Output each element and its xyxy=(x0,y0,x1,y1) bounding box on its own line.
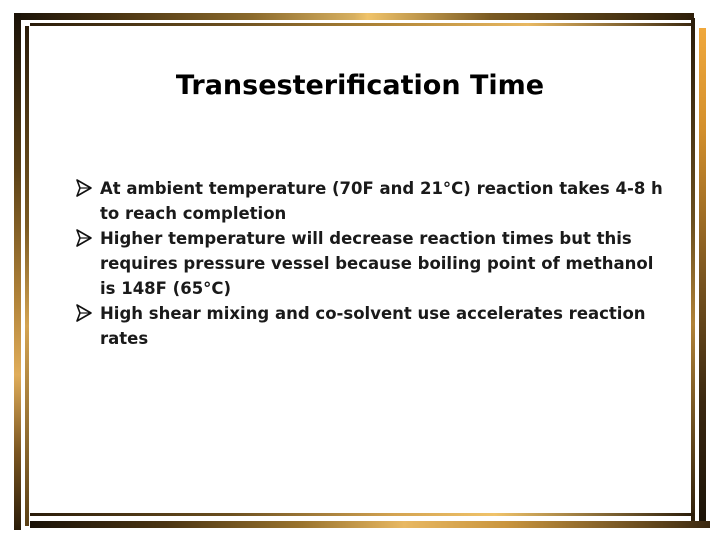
arrowhead-bullet-icon xyxy=(74,228,94,248)
border-top-outer xyxy=(14,13,694,20)
bullet-item xyxy=(74,301,674,351)
border-bottom-inner xyxy=(30,513,694,516)
bullet-list xyxy=(74,176,674,351)
arrowhead-bullet-icon xyxy=(74,178,94,198)
bullet-item xyxy=(74,226,674,301)
border-left-inner xyxy=(25,26,29,526)
bullet-text: High shear mixing and co-solvent use accelerates reaction rates xyxy=(100,304,646,348)
slide-title: Transesterification Time xyxy=(175,70,545,101)
bullet-text: At ambient temperature (70F and 21°C) reaction takes 4-8 h to reach completion xyxy=(100,179,663,223)
bullet-text: Higher temperature will decrease reaction times but this requires pressure vessel because boiling point of methanol is 148F (65°C) xyxy=(100,229,654,298)
border-top-inner xyxy=(30,23,694,26)
border-bottom-outer xyxy=(30,521,710,528)
border-right-outer xyxy=(699,28,706,528)
arrowhead-bullet-icon xyxy=(74,303,94,323)
bullet-item xyxy=(74,176,674,226)
